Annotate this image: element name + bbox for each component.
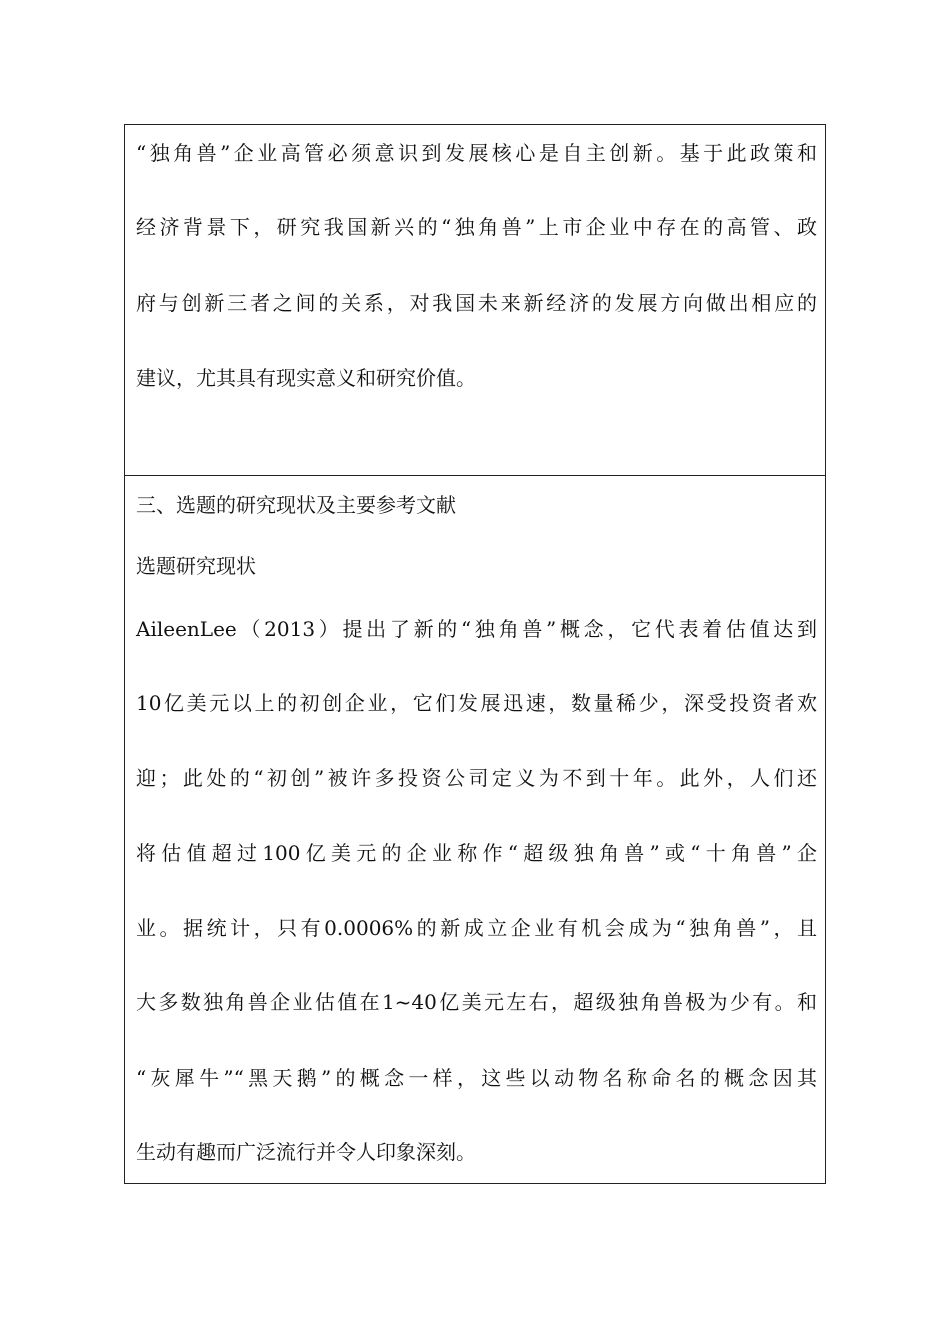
paragraph-line: “独角兽”企业高管必须意识到发展核心是自主创新。基于此政策和 xyxy=(136,141,817,165)
paragraph-line: 业。据统计，只有0.0006%的新成立企业有机会成为“独角兽”，且 xyxy=(136,916,817,940)
paragraph-line: 经济背景下，研究我国新兴的“独角兽”上市企业中存在的高管、政 xyxy=(136,215,817,239)
paragraph-line: AileenLee（2013）提出了新的“独角兽”概念，它代表着估值达到 xyxy=(136,617,817,641)
background-cell xyxy=(125,125,825,476)
paragraph-line: “灰犀牛”“黑天鹅”的概念一样，这些以动物名称命名的概念因其 xyxy=(136,1066,817,1090)
proposal-table xyxy=(124,124,826,1184)
paragraph-line: 大多数独角兽企业估值在1~40亿美元左右，超级独角兽极为少有。和 xyxy=(136,990,817,1014)
paragraph-line: 建议，尤其具有现实意义和研究价值。 xyxy=(136,366,476,390)
section-heading: 三、选题的研究现状及主要参考文献 xyxy=(136,493,456,517)
paragraph-line: 10亿美元以上的初创企业，它们发展迅速，数量稀少，深受投资者欢 xyxy=(136,691,817,715)
paragraph-line: 府与创新三者之间的关系，对我国未来新经济的发展方向做出相应的 xyxy=(136,291,817,315)
paragraph-line: 生动有趣而广泛流行并令人印象深刻。 xyxy=(136,1140,476,1164)
subsection-heading: 选题研究现状 xyxy=(136,554,256,578)
paragraph-line: 将估值超过100亿美元的企业称作“超级独角兽”或“十角兽”企 xyxy=(136,841,817,865)
research-status-cell xyxy=(125,476,825,1183)
paragraph-line: 迎；此处的“初创”被许多投资公司定义为不到十年。此外，人们还 xyxy=(136,766,817,790)
